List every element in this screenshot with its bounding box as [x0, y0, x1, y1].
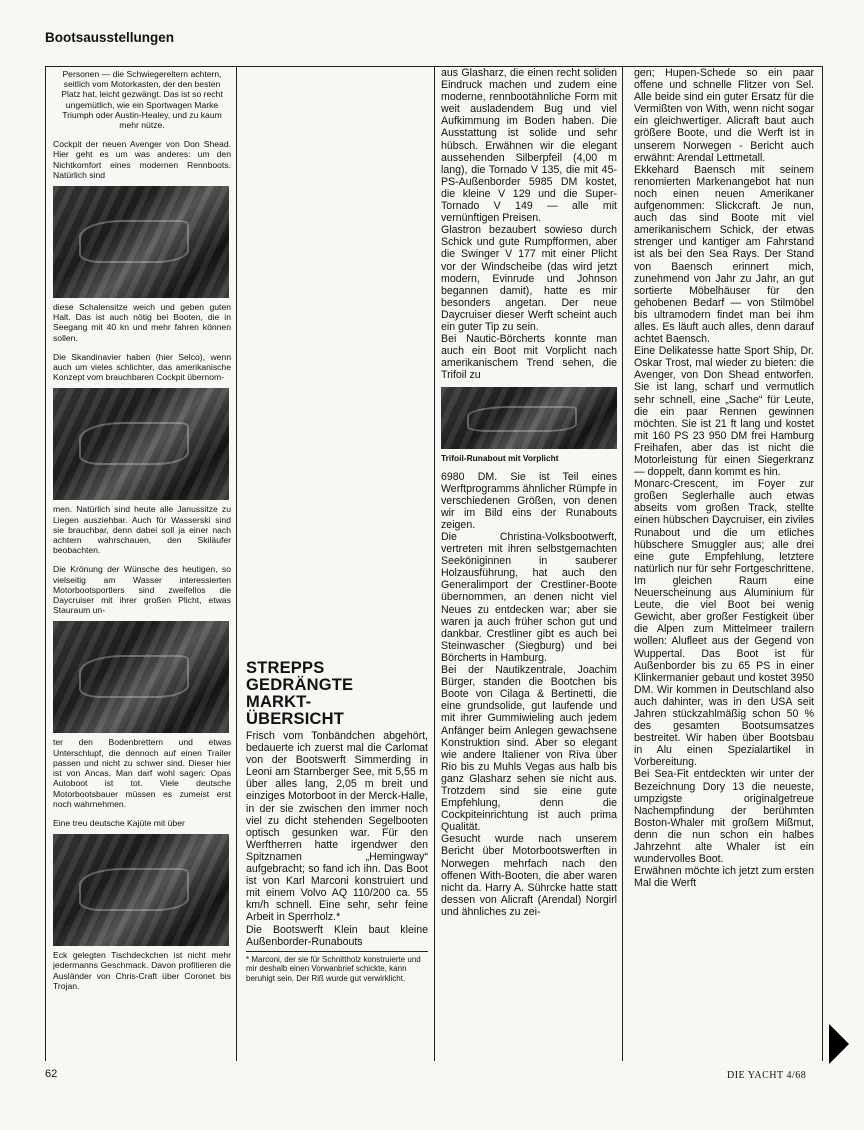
column-3 [441, 67, 617, 1060]
cabin-interior-photo [53, 834, 229, 946]
col1-paragraph: Eine treu deutsche Kajüte mit über [53, 817, 185, 828]
continue-arrow-icon [829, 1024, 849, 1064]
col4-paragraph: Erwähnen möchte ich jetzt zum ersten Mal die Werft [634, 865, 814, 890]
headline-line: GEDRÄNGTE [246, 676, 354, 694]
col1-paragraph: Cockpit der neuen Avenger von Don Shead. Hier geht es um was anderes: um den Nichtkomfort eines modernen Rennboots. Natürlich sind [53, 139, 231, 180]
col1-paragraph: diese Schalensitze weich und geben guten Halt. Das ist auch nötig bei Booten, die in Seegang mit 40 kn und mehr fahren können sollen. [53, 302, 231, 343]
col4-paragraph: gen; Hupen-Schede so ein paar offene und schnelle Flitzer von Sel. Alle beide sind ein guter Ersatz für die Vermißten von With, wenn nicht sogar ein gleichwertiger. Alicraft baut auch größere Boote, und die Werft ist in unserem Norwegen - Bericht auch erwähnt: Arendal Lettmetall. [634, 67, 814, 164]
col3-right-rule [622, 66, 623, 1061]
col4-paragraph: Ekkehard Baensch mit seinem renomierten Markenangebot hat nun noch einen neuen Amerikaner aufgenommen: Slickcraft. Je nun, auch das sind Boote mit viel amerikanischem Schick, der etwas strenger und kantiger am Fahrstand ist als bei den Sea Rays. Der Stand von Baensch erinnert mich, zunehmend von Jahr zu Jahr, an gut sortierte Möbelhäuser für den gehobenen Bedarf — von Stilmöbel bis ultramodern findet man bei ihm alles. Es läuft auch alles, denn darauf achtet Baensch. [634, 163, 814, 346]
col3-paragraph: 6980 DM. Sie ist Teil eines Werftprogramms ähnlicher Rümpfe in verschiedenen Größen, von denen wir im Bild eins der Runabouts zeigen. [441, 470, 617, 531]
section-title: Bootsausstellungen [45, 30, 175, 45]
selco-cockpit-photo [53, 388, 229, 500]
col1-paragraph: men. Natürlich sind heute alle Janussitze zu Liegen ausziehbar. Auch für Wasserski sind sie brauchbar, denn dabei soll ja einer nach achtern wahrschauen, den Skiläufer beobachten. [53, 504, 231, 556]
col4-paragraph: Eine Delikatesse hatte Sport Ship, Dr. Oskar Trost, mal wieder zu bieten: die Avenger, von Don Shead entworfen. Sie ist lang, scharf und vermutlich sehr schnell, eine „Sache“ für Leute, die ein paar Rennen gewinnen möchten. Sie ist 21 ft lang und kostet mit 160 PS 23 950 DM frei Hamburg Freihafen, aber das ist nicht die Motorleistung für einen Siegerkranz — doppelt, dann kommt es hin. [634, 345, 814, 479]
col3-paragraph: aus Glasharz, die einen recht soliden Eindruck machen und zudem eine moderne, rennbootähnliche Form mit weit ausladendem Bug und viel Aufkimmung im Boden haben. Die Ausstattung ist solide und sehr hübsch. Erwähnen wir die elegant aussehenden Silberpfeil (4,00 m lang), die Tornado V 135, die mit 45-PS-Außenborder 5985 DM kostet, die kleine V 129 und die Super-Tornado V 149 — alle mit vernünftigen Preisen. [441, 67, 617, 225]
col4-paragraph: Bei Sea-Fit entdeckten wir unter der Bezeichnung Dory 13 die neueste, umpzigste originalgetreue Nachempfindung der berühmten Boston-Whaler mit großem Mißmut, denn die nun schon ein halbes Jahrzehnt alte Whaler ist ein wundervolles Boot. [634, 768, 814, 866]
col3-paragraph: Bei der Nautikzentrale, Joachim Bürger, standen die Bootchen bis Boote von Cilaga & Bertinetti, die eine grundsolide, gut laufende und mit ihrer Gummiwieling auch jedem Anfänger beim Anlegen gewachsene Konstruktion sind. Aber so elegant wie andere Italiener von Riva über Rio bis zu Muhls Vegas aus halb bis ganz Glasharz sehen sie nicht aus. Trotzdem sind sie eine gute Empfehlung, denn die Cockpiteinrichtung ist auch prima Qualität. [441, 664, 617, 834]
col1-left-rule [45, 66, 46, 1061]
headline-line: MARKT- [246, 693, 312, 711]
photo-caption: Trifoil-Runabout mit Vorplicht [441, 453, 559, 464]
headline-line: STREPPS [246, 660, 325, 677]
col4-paragraph: Monarc-Crescent, im Foyer zur großen Seglerhalle auch etwas abseits vom großen Track, stellte einen hübschen Daycruiser, ein ziviles Runabout und die um etliches hübschere Smuggler aus; alle drei eine gute Empfehlung, letztere natürlich nur für sehr Fortgeschrittene. Im gleichen Raum eine Neuerscheinung aus Aluminium für Leute, die viel Boot bei wenig Gewicht, aber großer Festigkeit über die Alpen zum Mittelmeer trailern wollen: Alufleet aus der Gegend von Wuppertal. Das Boot ist für Außenborder bis zu 65 PS in einer Klinkermanier gebaut und kostet 3950 DM. Wir kommen in Deutschland also auch dahinter, was in den USA seit Jahren stückzahlmäßig schon 50 % des gesamten Bootsumsatzes bestreitet. Wir haben über Bootsbau in Alu einen Spezialartikel in Vorbereitung. [634, 478, 814, 769]
col1-paragraph: Eck gelegten Tischdeckchen ist nicht mehr jedermanns Geschmack. Davon profitieren die Ausländer von Chris-Craft über Coronet bis Trojan. [53, 950, 231, 991]
col2-paragraph: Die Bootswerft Klein baut kleine Außenborder-Runabouts [246, 923, 428, 948]
col3-paragraph: Die Christina-Volksbootwerft, vertreten mit ihren selbstgemachten Seeköniginnen in sauberer Holzausführung, hat auch den Generalimport der Crestliner-Boote übernommen, an denen nicht viel Neues zu entdecken war; aber sie waren ja auch früher schon gut und dankbar. Crestliner gibt es auch bei Steinwascher (Siegburg) und bei Börcherts in Hamburg. [441, 531, 617, 664]
article-headline [246, 660, 428, 728]
col3-paragraph: Glastron bezaubert sowieso durch Schick und gute Rumpfformen, aber die Swinger V 177 mit einer Plicht vor der Windscheibe (das wird jetzt modern, Evinrude und Johnson begannen damit), hatte es mir besonders angetan. Der neue Daycruiser dieser Werft scheint auch ein guter Tip zu sein. [441, 224, 617, 333]
column-4 [634, 67, 814, 1060]
ancas-daycruiser-photo [53, 621, 229, 733]
col4-right-rule [822, 66, 823, 1061]
col1-paragraph: Die Skandinavier haben (hier Selco), wenn auch um vieles schlichter, das amerikanische Konzept vom brauchbaren Cockpit übernom- [53, 351, 231, 383]
col1-paragraph: Die Krönung der Wünsche des heutigen, so vielseitig am Wasser interessierten Motorbootsportlers sind zweifellos die Daycruiser mit ihrer großen Plicht, etwas Stauraum un- [53, 564, 231, 616]
footnote-rule [246, 951, 428, 952]
col1-paragraph: ter den Bodenbrettern und etwas Unterschlupf, die dennoch auf einen Trailer passen und nicht zu schwer sind. Dieser hier ist von Ancas. Man darf wohl sagen: Opas Autoboot ist tot. Viele deutsche Motorbootsbauer müssen es zumeist erst noch wahrnehmen. [53, 737, 231, 809]
avenger-cockpit-photo [53, 186, 229, 298]
trifoil-runabout-photo [441, 387, 617, 449]
magazine-issue: DIE YACHT 4/68 [727, 1070, 807, 1081]
headline-line: ÜBERSICHT [246, 710, 345, 728]
column-2 [246, 660, 428, 1060]
col3-paragraph: Gesucht wurde nach unserem Bericht über Motorbootswerften in Norwegen mehrfach nach den offenen With-Booten, die aber waren nicht da. Harry A. Sührcke hatte statt dessen von Alicraft (Arendal) Norgirl und ähnliches zu zei- [441, 833, 617, 918]
col3-paragraph: Bei Nautic-Börcherts konnte man auch ein Boot mit Vorplicht nach amerikanischem Trend sehen, die Trifoil zu [441, 333, 617, 382]
col2-paragraph: Frisch vom Tonbändchen abgehört, bedauerte ich zuerst mal die Carlomat von der Bootswerft Simmerding in Leoni am Starnberger See, mit 5,55 m über alles lang, 2,05 m breit und einziges Motorboot in der Merck-Halle, in der sie zwischen den immer noch viel zu dicht stehenden Segelbooten optisch gesunken war. Für den Werftherren hatte irgendwer den Spitznamen „Hemingway“ aufgebracht; so fand ich ihn. Das Boot ist von Karl Marconi konstruiert und mit einem Volvo AQ 110/200 ca. 55 km/h schnell. Eine sehr, sehr feine Arbeit in Sperrholz.* [246, 730, 428, 924]
col3-left-rule [434, 66, 435, 1061]
col1-right-rule [236, 66, 237, 1061]
page-number: 62 [45, 1068, 58, 1080]
footnote: * Marconi, der sie für Schnittholz konstruierte und mir deshalb einen Vorwanbrief schickte, kann beruhigt sein. Der Riß wurde gut verwirklicht. [246, 954, 421, 983]
column-1 [53, 69, 231, 1059]
col1-paragraph: Personen — die Schwiegereltern achtern, seitlich vom Motorkasten, der den besten Platz hat, leicht gezwängt. Das ist so recht ungemütlich, wie ein Sportwagen Marke Triumph oder Austin-Healey, und zu kaum mehr nütze. [61, 69, 223, 131]
